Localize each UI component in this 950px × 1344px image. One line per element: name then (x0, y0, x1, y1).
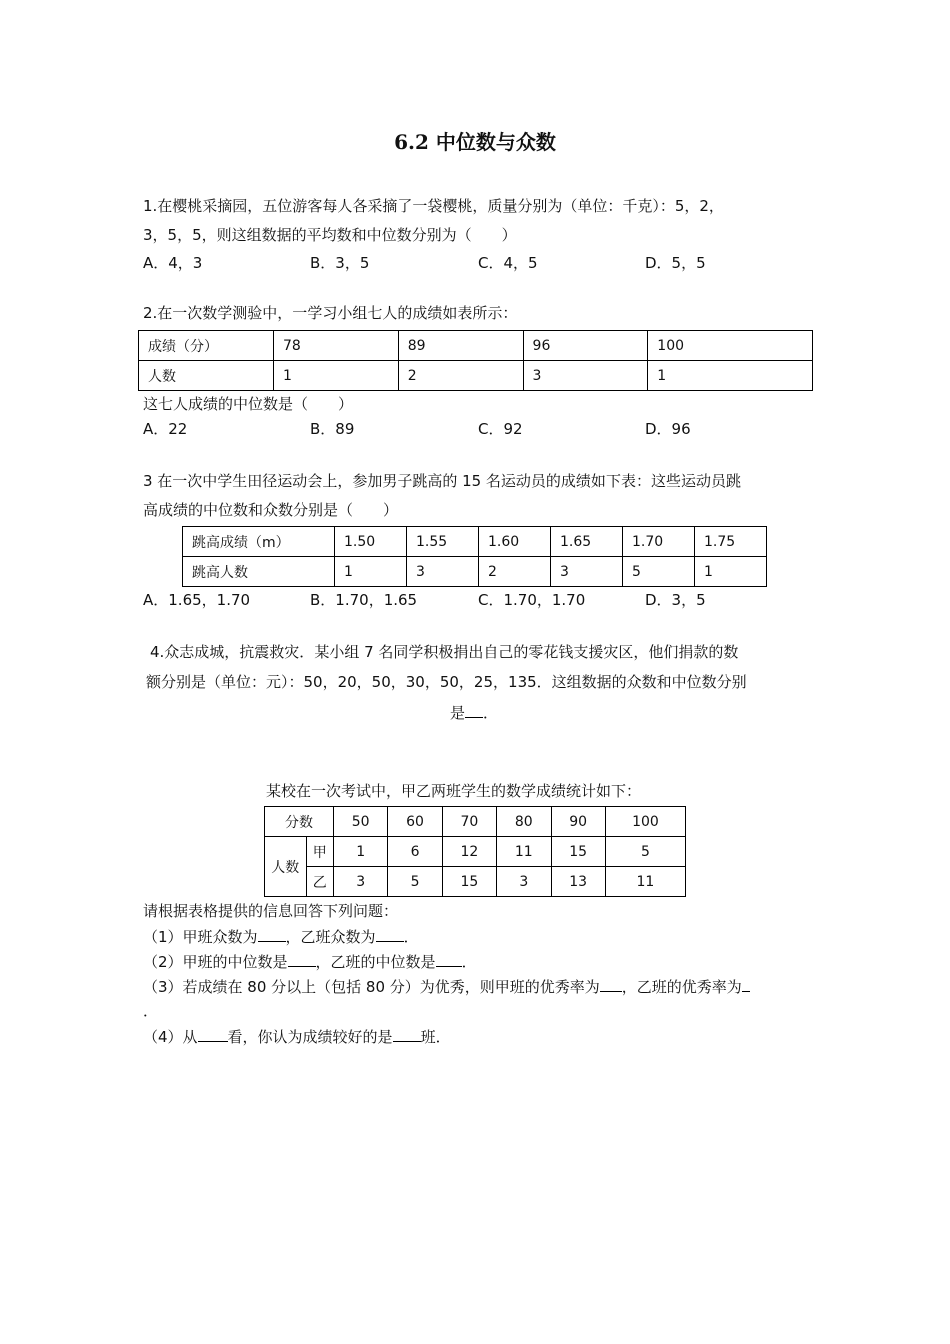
table-cell: 11 (497, 837, 551, 867)
q4-answer-blank[interactable] (465, 703, 483, 718)
page-title: 6.2 中位数与众数 (394, 130, 556, 154)
table-cell: 3 (407, 557, 479, 587)
q5-sub1-text: ． (403, 928, 419, 946)
q1-option-b: B．3，5 (310, 254, 370, 272)
table-header-cell: 100 (605, 807, 685, 837)
table-cell: 1.50 (335, 527, 407, 557)
table-cell: 1 (335, 557, 407, 587)
table-cell: 人数 (139, 361, 274, 391)
q5-sub3-end: ． (143, 1002, 159, 1020)
q3-stem-line2: 高成绩的中位数和众数分别是（ ） (143, 501, 399, 519)
table-cell: 1 (334, 837, 388, 867)
q5-sub4-text: 看，你认为成绩较好的是 (227, 1028, 393, 1046)
q3-option-a: A．1.65，1.70 (143, 591, 251, 609)
table-row (183, 557, 767, 587)
table-row (139, 361, 813, 391)
table-cell: 89 (398, 331, 523, 361)
table-cell: 2 (398, 361, 523, 391)
q2-options (143, 418, 823, 440)
q4-stem-line3 (450, 702, 498, 724)
table-cell: 15 (551, 837, 605, 867)
table-header-cell: 80 (497, 807, 551, 837)
table-cell: 96 (523, 331, 648, 361)
table-cell: 1.65 (551, 527, 623, 557)
q3-option-c: C．1.70，1.70 (478, 591, 586, 609)
table-cell: 3 (334, 867, 388, 897)
table-row (265, 807, 686, 837)
table-header-cell: 70 (442, 807, 496, 837)
q5-intro: 某校在一次考试中，甲乙两班学生的数学成绩统计如下： (266, 782, 642, 800)
table-cell: 5 (605, 837, 685, 867)
table-cell: 100 (648, 331, 813, 361)
table-cell: 甲 (306, 837, 333, 867)
table-cell: 1.55 (407, 527, 479, 557)
q5-sub1 (143, 926, 419, 948)
table-row (183, 527, 767, 557)
table-cell: 2 (479, 557, 551, 587)
q4-text: 是 (450, 704, 466, 722)
q5-sub2-blank-jia[interactable] (288, 952, 316, 967)
table-cell: 1 (648, 361, 813, 391)
q5-class-scores-table (264, 806, 686, 897)
q5-sub2-text: ． (461, 953, 477, 971)
table-cell: 15 (442, 867, 496, 897)
table-cell: 跳高人数 (183, 557, 335, 587)
q1-option-d: D．5，5 (645, 254, 706, 272)
q5-sub2-text: ，乙班的中位数是 (315, 953, 436, 971)
table-cell: 1.60 (479, 527, 551, 557)
q3-option-b: B．1.70，1.65 (310, 591, 418, 609)
table-header-cell: 50 (334, 807, 388, 837)
q4-stem-line1: 4.众志成城，抗震救灾．某小组 7 名同学积极捐出自己的零花钱支援灾区，他们捐款的数 (150, 643, 739, 661)
q5-sub4-blank-class[interactable] (393, 1027, 421, 1042)
q5-sub4 (143, 1026, 451, 1048)
q5-sub3-text: ，乙班的优秀率为 (621, 978, 742, 996)
q5-sub3-blank-jia[interactable] (600, 977, 622, 992)
q5-sub1-blank-yi[interactable] (376, 927, 404, 942)
q3-option-d: D．3，5 (645, 591, 706, 609)
q2-question: 这七人成绩的中位数是（ ） (143, 395, 354, 413)
table-row (265, 867, 686, 897)
q5-sub2 (143, 951, 477, 973)
table-cell: 1 (274, 361, 399, 391)
table-cell: 1.70 (623, 527, 695, 557)
q3-stem-line1: 3 在一次中学生田径运动会上，参加男子跳高的 15 名运动员的成绩如下表：这些运动员跳 (143, 472, 741, 490)
q2-option-a: A．22 (143, 420, 188, 438)
q5-prompt: 请根据表格提供的信息回答下列问题： (143, 902, 399, 920)
table-cell: 成绩（分） (139, 331, 274, 361)
table-cell: 1 (695, 557, 767, 587)
table-cell: 1.75 (695, 527, 767, 557)
table-cell: 12 (442, 837, 496, 867)
table-header-cell: 90 (551, 807, 605, 837)
table-header-cell: 分数 (265, 807, 334, 837)
q2-score-table (138, 330, 813, 391)
q1-stem-line1: 1.在樱桃采摘园，五位游客每人各采摘了一袋樱桃，质量分别为（单位：千克）：5，2， (143, 197, 724, 215)
table-cell: 跳高成绩（m） (183, 527, 335, 557)
table-cell: 78 (274, 331, 399, 361)
q5-sub3 (143, 976, 750, 998)
q2-option-c: C．92 (478, 420, 523, 438)
q5-sub4-blank-aspect[interactable] (198, 1027, 228, 1042)
q5-sub1-blank-jia[interactable] (258, 927, 286, 942)
q3-options (143, 589, 823, 611)
q5-sub2-text: （2）甲班的中位数是 (143, 953, 288, 971)
table-cell: 5 (388, 867, 442, 897)
q1-option-c: C．4，5 (478, 254, 538, 272)
q5-sub3-blank-yi[interactable] (742, 977, 750, 992)
table-cell: 11 (605, 867, 685, 897)
q2-stem: 2.在一次数学测验中，一学习小组七人的成绩如表所示： (143, 304, 518, 322)
table-cell: 人数 (265, 837, 307, 897)
table-header-cell: 60 (388, 807, 442, 837)
table-cell: 5 (623, 557, 695, 587)
q1-options (143, 252, 823, 274)
table-cell: 13 (551, 867, 605, 897)
q2-option-b: B．89 (310, 420, 355, 438)
q5-sub1-text: ，乙班众数为 (285, 928, 376, 946)
q5-sub3-text: （3）若成绩在 80 分以上（包括 80 分）为优秀，则甲班的优秀率为 (143, 978, 600, 996)
table-row (139, 331, 813, 361)
q5-sub4-text: 班． (420, 1028, 451, 1046)
q5-sub4-text: （4）从 (143, 1028, 198, 1046)
table-cell: 3 (497, 867, 551, 897)
table-cell: 6 (388, 837, 442, 867)
q5-sub1-text: （1）甲班众数为 (143, 928, 258, 946)
q1-option-a: A．4，3 (143, 254, 203, 272)
q4-stem-line2: 额分别是（单位：元）：50，20，50，30，50，25，135．这组数据的众数和中位数分别 (146, 673, 747, 691)
q5-sub2-blank-yi[interactable] (436, 952, 462, 967)
table-row (265, 837, 686, 867)
q4-text: ． (483, 704, 499, 722)
table-cell: 3 (523, 361, 648, 391)
q2-option-d: D．96 (645, 420, 691, 438)
table-cell: 乙 (306, 867, 333, 897)
q3-high-jump-table (182, 526, 767, 587)
q1-stem-line2: 3，5，5，则这组数据的平均数和中位数分别为（ ） (143, 226, 517, 244)
table-cell: 3 (551, 557, 623, 587)
